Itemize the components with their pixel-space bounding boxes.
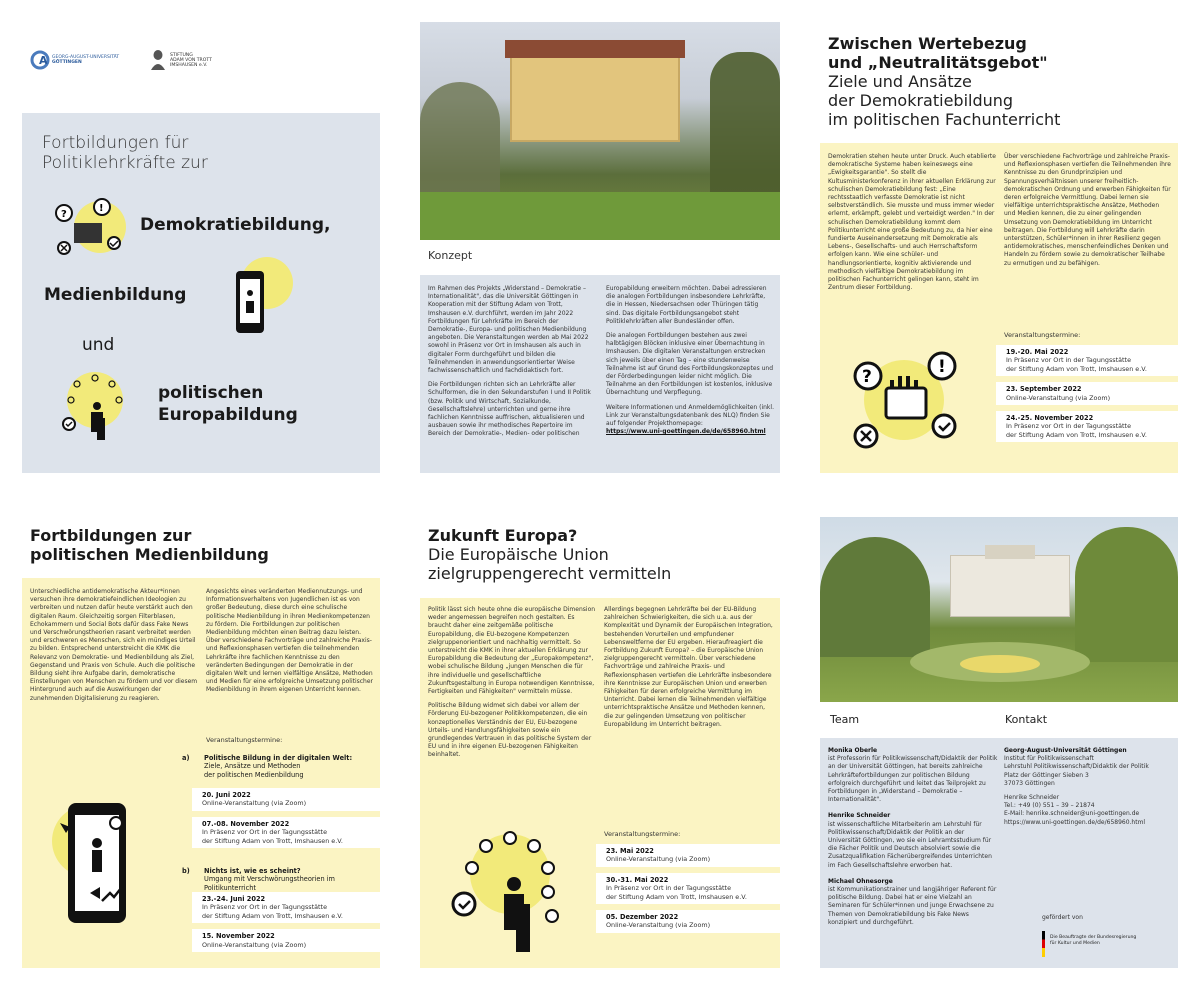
medien-termine-label: Veranstaltungstermine: (206, 736, 283, 744)
svg-text:!: ! (99, 203, 104, 214)
cover-title-political: politischen (158, 383, 264, 403)
europe-stars-illustration (442, 826, 572, 956)
uni-logo: A GEORG-AUGUST-UNIVERSITÄT GÖTTINGEN (30, 50, 130, 72)
europa-col2: Allerdings begegnen Lehrkräfte bei der EU-Bildung zahlreichen Schwierigkeiten, die sich u.a. aus der Komplexität und Dynamik der Europäischen Integration, bestehenden Vorurteilen und empfundener Lebensweltferne der EU ergeben. Hieraufreagiert die Fortbildung Zukunft Europa? – die Europäische Union zielgruppengerecht vermitteln. Über verschiedene Fachvorträge und zahlreiche Praxis- und Reflexionsphasen vertiefen die Lehrkräfte insbesondere ihre Kenntnisse zur Europäischen Union und erwerben Fähigkeiten für deren erfolgreiche Vermittlung im Unterricht. Dabei lernen die Teilnehmenden vielfältige unterrichtspraktische Ansätze und Methoden kennen, die zur gelingenden Umsetzung von politischer Europabildung im Unterricht beitragen. (604, 606, 773, 728)
werte-col2: Über verschiedene Fachvorträge und zahlreiche Praxis- und Reflexionsphasen vertiefen die Teilnehmenden ihre Kenntnisse zu den Grundprinzipien und Spannungsverhältnissen unserer freiheitlich-demokratischen Ordnung und erwerben Fähigkeiten für deren erfolgreiche Vermittlung. Dabei lernen sie vielfältige unterrichtspraktische Ansätze, Methoden und Medien kennen, die zu einer gelingenden Umsetzung von Demokratiebildung im Unterricht beitragen. Die Fortbildung will Lehrkräfte darin unterstützen, Schüler*innen in ihrer Resilienz gegen antidemokratisches, menschenfeindliches Denken und Handeln zu fördern sowie zu demokratischer Teilhabe zu ermutigen und zu befähigen. (1004, 153, 1171, 267)
event-item: 30.-31. Mai 2022 In Präsenz vor Ort in der Tagungsstätte der Stiftung Adam von Trott, Imshausen e.V. (596, 873, 780, 904)
medien-title: Fortbildungen zur politischen Medienbildung (30, 526, 269, 564)
werte-events (996, 345, 1178, 448)
werte-title: Zwischen Wertebezug und „Neutralitätsgebot" Ziele und Ansätze der Demokratiebildung im politischen Fachunterricht (828, 34, 1061, 129)
manor-house-photo (420, 22, 780, 240)
team-member: Henrike Schneider ist wissenschaftliche Mitarbeiterin am Lehrstuhl für Politikwissenschaft/Didaktik der Politik an der Universität Göttingen, wo sie ein Lehramtsstudium für die Fächer Politik und Deutsch absolviert sowie die Zusatzqualifikation Fächerübergreifendes Unterrichten im Fach Gesellschaftslehre erworben hat. (828, 812, 992, 869)
event-item: 19.-20. Mai 2022 In Präsenz vor Ort in der Tagungsstätte der Stiftung Adam von Trott, Imshausen e.V. (996, 345, 1178, 376)
medien-events-a (192, 788, 380, 854)
medien-module-b: b) Nichts ist, wie es scheint? Umgang mit Verschwörungstheorien im Politikunterricht (182, 867, 335, 892)
medien-events-b (192, 892, 380, 958)
democracy-illustration (52, 193, 127, 263)
university-building-photo (820, 517, 1178, 702)
werte-col1: Demokratien stehen heute unter Druck. Auch etablierte demokratische Systeme haben keineswegs eine „Ewigkeitsgarantie". So stellt die Kultusministerkonferenz in ihrer aktuellen Erklärung zur schulischen Demokratiebildung fest: „Eine rechtsstaatlich verfasste Demokratie ist nicht selbstverständlich. Sie musste und muss immer wieder erlernt, erkämpft, gelebt und verteidigt werden." In der schulischen Demokratiebildung kommt dem Politikunterricht eine große Bedeutung zu, da hier eine fundierte Auseinandersetzung mit Demokratie als Lebens-, Gesellschafts- und auch Herrschaftsform erfolgen kann. Wie eine schüler- und handlungsorientierte, kognitiv aktivierende und methodisch vielfältige Demokratiebildung im politischen Fachunterricht gelingen kann, steht im Zentrum dieser Fortbildung. (828, 153, 996, 292)
cover-panel (22, 113, 380, 473)
konzept-col1: Im Rahmen des Projekts „Widerstand – Demokratie – Internationalität", das die Universität Göttingen in Kooperation mit der Stiftung Adam von Trott, Imshausen e.V. durchführt, werden im Jahr 2022 Fortbildungen für Lehrkräfte im Bereich der Demokratie-, Europa- und politischen Medienbildung angeboten. Die Veranstaltungen werden ab Mai 2022 sowohl in Präsenz vor Ort in Imshausen als auch in digitaler Form durchgeführt und bilden die Teilnehmenden in anwendungsorientierter Weise fachwissenschaftlich und fachdidaktisch fort. Die Fortbildungen richten sich an Lehrkräfte aller Schulformen, die in den Sekundarstufen I und II Politik (bzw. Politik und Wirtschaft, Sozialkunde, Gesellschaftslehre) unterrichten und gerne ihre fachlichen Kenntnisse auffrischen, aktualisieren und ausbauen sowie ihr methodisches Repertoire im Bereich der Demokratie-, Medien- oder politischen (428, 285, 591, 438)
konzept-label: Konzept (428, 249, 473, 262)
svg-text:A: A (39, 54, 48, 67)
team-member: Monika Oberle ist Professorin für Politikwissenschaft/Didaktik der Politik an der Universität Göttingen, hat bereits zahlreiche Lehrkräftefortbildungen zur politischen Bildung erfolgreich durchgeführt und leitet das Teilprojekt zu Fortbildungen in „Widerstand – Demokratie – Internationalität". (828, 747, 998, 804)
contact-email[interactable]: E-Mail: henrike.schneider@uni-goettingen.de (1004, 810, 1140, 818)
funded-by-label: gefördert von (1042, 914, 1083, 921)
contact-website[interactable]: https://www.uni-goettingen.de/de/658960.html (1004, 818, 1146, 826)
project-homepage-link[interactable]: https://www.uni-goettingen.de/de/658960.html (606, 428, 766, 436)
medien-module-a: a) Politische Bildung in der digitalen Welt: Ziele, Ansätze und Methoden der politischen Medienbildung (182, 754, 353, 779)
team-list (828, 747, 998, 927)
europa-col1: Politik lässt sich heute ohne die europäische Dimension weder angemessen begreifen noch gestalten. Es braucht daher eine zeitgemäße politische Europabildung, die EU-bezogene Kompetenzen zielgruppenorientiert und nachhaltig vermittelt. So unterstreicht die KMK in ihrer aktuellen Erklärung zur Europabildung die Bedeutung der „Europakompetenz", wobei schulische Bildung „jungen Menschen die für ihre individuelle und gesellschaftliche Zukunftsgestaltung in Europa notwendigen Kenntnisse, Fertigkeiten und Fähigkeiten" vermitteln müsse. Politische Bildung widmet sich dabei vor allem der Förderung EU-bezogener Politikkompetenzen, die ein konzeptionelles Verständnis der EU, EU-bezogene Urteils- und Handlungsfähigkeiten sowie ein grundlegendes Vertrauen in das politische System der EU und in ihre eigenen EU-bezogenen Fähigkeiten beinhaltet. (428, 606, 596, 759)
phone-illustration (40, 793, 160, 933)
hands-illustration (846, 348, 966, 453)
event-item: 23.-24. Juni 2022 In Präsenz vor Ort in der Tagungsstätte der Stiftung Adam von Trott, Imshausen e.V. (192, 892, 380, 923)
europa-events (596, 844, 780, 939)
europa-panel (420, 598, 780, 968)
europa-termine-label: Veranstaltungstermine: (604, 830, 681, 838)
media-illustration (222, 253, 302, 343)
kontakt-block: Georg-August-Universität Göttingen Institut für Politikwissenschaft Lehrstuhl Politikwissenschaft/Didaktik der Politik Platz der Göttinger Sieben 3 37073 Göttingen Henrike Schneider Tel.: +49 (0) 551 – 39 – 21874 E-Mail: henrike.schneider@uni-goettingen.de https://www.uni-goettingen.de/de/658960.html (1004, 747, 1174, 827)
cover-title-and: und (82, 335, 115, 355)
team-member: Michael Ohnesorge ist Kommunikationstrainer und langjähriger Referent für politische Bildung. Dabei hat er eine Vielzahl an Seminaren für Schüler*innen und junge Erwachsene zu Themen von Demokratiebildung bis Fake News konzipiert und durchgeführt. (828, 877, 997, 926)
portrait-icon (150, 48, 166, 70)
konzept-panel (420, 275, 780, 473)
event-item: 07.-08. November 2022 In Präsenz vor Ort in der Tagungsstätte der Stiftung Adam von Trott, Imshausen e.V. (192, 817, 380, 848)
team-label: Team (830, 713, 860, 726)
team-kontakt-panel (820, 738, 1178, 968)
medien-col2: Angesichts eines veränderten Mediennutzungs- und Informationsverhaltens von Jugendlichen ist es von großer Bedeutung, diese durch eine schulische politische Medienbildung in ihren Medienkompetenzen zu fördern. Die Fortbildungen zur politischen Medienbildung möchten einen Beitrag dazu leisten. Über verschiedene Fachvorträge und zahlreiche Praxis- und Reflexionsphasen vertiefen die teilnehmenden Lehrkräfte ihre fachlichen Kenntnisse zu den veränderten Bedingungen der Demokratie in der digitalen Welt und lernen vielfältige Ansätze, Methoden und Medien für eine erfolgreiche Umsetzung politischer Medienbildung in ihrem eigenen Unterricht kennen. (206, 588, 374, 694)
cover-title-media: Medienbildung (44, 285, 187, 305)
german-flag-icon (1042, 931, 1045, 957)
bkm-logo: Die Beauftragte der Bundesregierung für Kultur und Medien (1042, 931, 1152, 959)
europa-title: Zukunft Europa? Die Europäische Union zielgruppengerecht vermitteln (428, 526, 672, 583)
medien-panel (22, 578, 380, 968)
trott-logo: STIFTUNG ADAM VON TROTT IMSHAUSEN e.V. (150, 48, 230, 72)
werte-termine-label: Veranstaltungstermine: (1004, 331, 1081, 339)
medien-col1: Unterschiedliche antidemokratische Akteur*innen versuchen ihre demokratiefeindlichen Ideologien zu verbreiten und nutzen dafür heute verstärkt auch den digitalen Raum. Gleichzeitig sorgen Filterblasen, Echokammern und Social Bots dafür dass Fake News und Verschwörungstheorien rasant verbreitet werden und erschweren es Menschen, sich ein mündiges Urteil zu bilden. Entsprechend unterstreicht die KMK die Relevanz von Demokratie- und Medienbildung als Ziel, Gegenstand und Praxis von Schule. Auch die politische Bildung sieht ihre Aufgabe darin, demokratische Einstellungen von Menschen zu fördern und vor diesem Hintergrund auch auf die Auswirkungen der zunehmenden Digitalisierung zu reagieren. (30, 588, 198, 702)
cover-heading: Fortbildungen für Politiklehrkräfte zur (42, 133, 208, 173)
event-item: 05. Dezember 2022 Online-Veranstaltung (via Zoom) (596, 910, 780, 933)
svg-text:?: ? (61, 209, 67, 220)
svg-text:!: ! (938, 357, 946, 377)
svg-text:?: ? (862, 367, 872, 387)
event-item: 23. September 2022 Online-Veranstaltung (via Zoom) (996, 382, 1178, 405)
konzept-col2: Europabildung erweitern möchten. Dabei adressieren die analogen Fortbildungen insbesondere Lehrkräfte, die in Hessen, Niedersachsen oder Thüringen tätig sind. Das digitale Fortbildungsangebot steht Politiklehrkräften aller Bundesländer offen. Die analogen Fortbildungen bestehen aus zwei halbtägigen Blöcken inklusive einer Übernachtung in Imshausen. Die digitalen Veranstaltungen erstrecken sich jeweils über einen Tag – eine stundenweise Teilnahme ist auf Grund des Fortbildungskonzeptes und der Förderbedingungen leider nicht möglich. Die Teilnahme an den Fortbildungen ist kostenlos, inklusive Übernachtung und Verpflegung. Weitere Informationen und Anmeldemöglichkeiten (inkl. Link zur Veranstaltungsdatenbank des NLQ) finden Sie auf folgender Projekthomepage: https://www.uni-goettingen.de/de/658960.html (606, 285, 774, 436)
cover-title-europe: Europabildung (158, 405, 298, 425)
event-item: 24.-25. November 2022 In Präsenz vor Ort in der Tagungsstätte der Stiftung Adam von Trott, Imshausen e.V. (996, 411, 1178, 442)
event-item: 15. November 2022 Online-Veranstaltung (via Zoom) (192, 929, 380, 952)
event-item: 20. Juni 2022 Online-Veranstaltung (via Zoom) (192, 788, 380, 811)
werte-panel (820, 143, 1178, 473)
event-item: 23. Mai 2022 Online-Veranstaltung (via Zoom) (596, 844, 780, 867)
europe-illustration (57, 368, 137, 448)
kontakt-label: Kontakt (1005, 713, 1048, 726)
cover-title-democracy: Demokratiebildung, (140, 215, 331, 235)
